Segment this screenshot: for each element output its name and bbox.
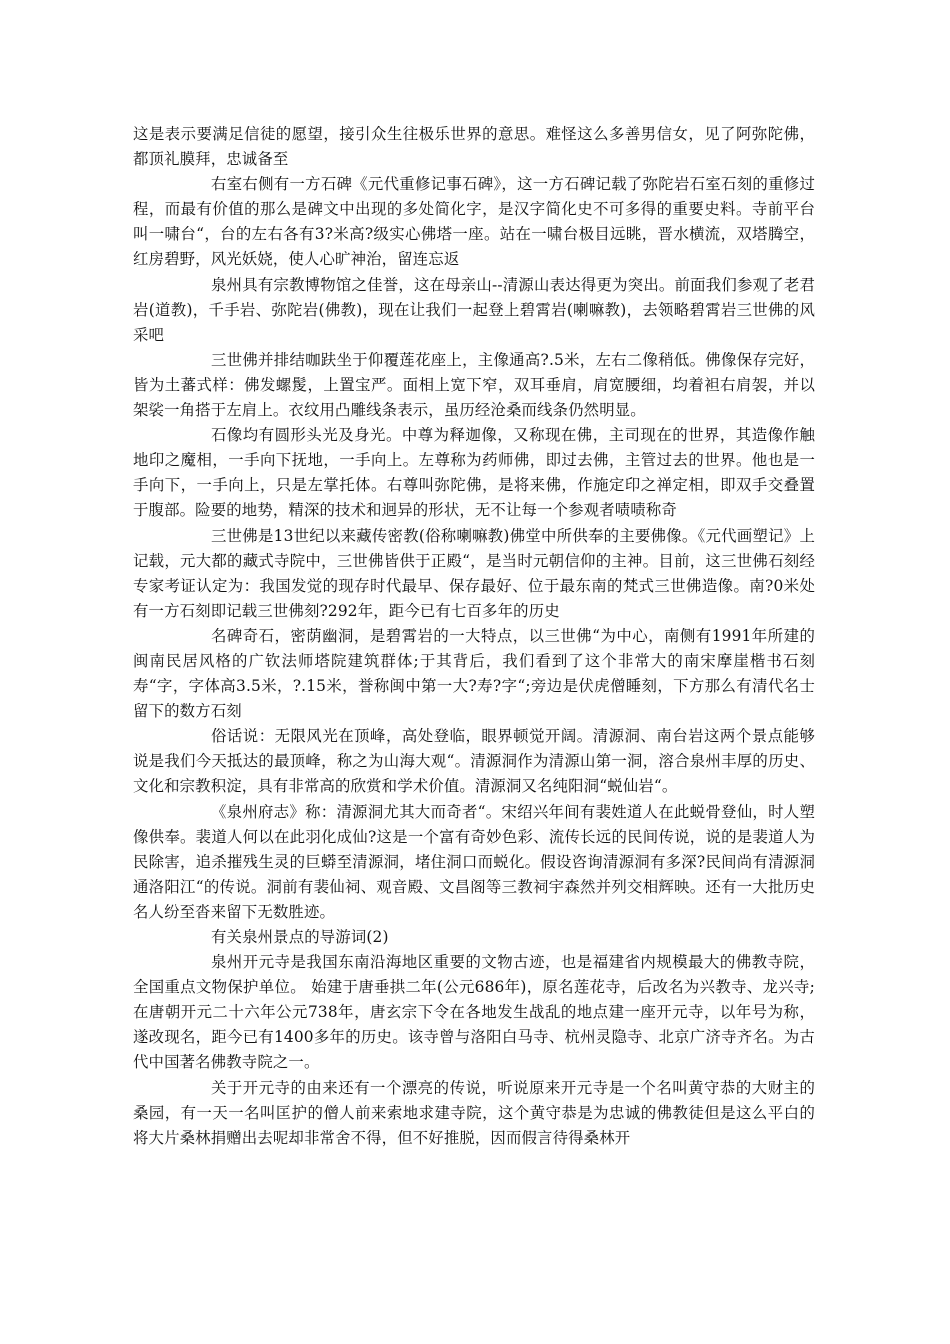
paragraph: 《泉州府志》称：清源洞尤其大而奇者“。宋绍兴年间有裴姓道人在此蜕骨登仙，时人塑像供奉。裴道人何以在此羽化成仙?这是一个富有奇妙色彩、流传长远的民间传说，说的是裴道人为民除害，追杀摧残生灵的巨蟒至清源洞，堵住洞口而蜕化。假设咨询清源洞有多深?民间尚有清源洞通洛阳江“的传说。洞前有裴仙祠、观音殿、文昌阁等三教祠宇森然并列交相辉映。还有一大批历史名人纷至沓来留下无数胜迹。 [133, 802, 815, 921]
section-heading: 有关泉州景点的导游词(2) [211, 928, 389, 946]
paragraph: 三世佛是13世纪以来藏传密教(俗称喇嘛教)佛堂中所供奉的主要佛像。《元代画塑记》上记载，元大都的藏式寺院中，三世佛皆供于正殿“，是当时元朝信仰的主神。目前，这三世佛石刻经专家考证认定为：我国发觉的现存时代最早、保存最好、位于最东南的梵式三世佛造像。南?0米处有一方石刻即记载三世佛刻?292年，距今已有七百多年的历史 [133, 526, 815, 620]
paragraph: 俗话说：无限风光在顶峰，高处登临，眼界顿觉开阔。清源洞、南台岩这两个景点能够说是我们今天抵达的最顶峰，称之为山海大观“。清源洞作为清源山第一洞，溶合泉州丰厚的历史、文化和宗教积淀，具有非常高的欣赏和学术价值。清源洞又名纯阳洞“蜕仙岩“。 [133, 727, 815, 796]
paragraph: 名碑奇石，密荫幽洞，是碧霄岩的一大特点，以三世佛“为中心，南侧有1991年所建的闽南民居风格的广钦法师塔院建筑群体;于其背后，我们看到了这个非常大的南宋摩崖楷书石刻寿“字，字体高3.5米，?.15米，誉称闽中第一大?寿?字“;旁边是伏虎僧睡刻，下方那么有清代名士留下的数方石刻 [133, 626, 815, 721]
paragraph: 石像均有圆形头光及身光。中尊为释迦像，又称现在佛，主司现在的世界，其造像作触地印之魔相，一手向下抚地，一手向上。左尊称为药师佛，即过去佛，主管过去的世界。他也是一手向下，一手向上，只是左掌托体。右尊叫弥陀佛，是将来佛，作施定印之禅定相，即双手交叠置于腹部。险要的地势，精深的技术和迥异的形状，无不让每一个参观者啧啧称奇 [133, 426, 815, 520]
paragraph: 泉州具有宗教博物馆之佳誉，这在母亲山--清源山表达得更为突出。前面我们参观了老君岩(道教)，千手岩、弥陀岩(佛教)，现在让我们一起登上碧霄岩(喇嘛教)，去领略碧霄岩三世佛的风采吧 [133, 275, 815, 344]
paragraph: 右室右侧有一方石碑《元代重修记事石碑》，这一方石碑记载了弥陀岩石室石刻的重修过程，而最有价值的那么是碑文中出现的多处简化字，是汉字简化史不可多得的重要史料。寺前平台叫一啸台“，台的左右各有3?米高?级实心佛塔一座。站在一啸台极目远眺，晋水横流，双塔腾空，红房碧野，风光妖娆，使人心旷神治，留连忘返 [133, 175, 815, 269]
paragraph-continuation: 这是表示要满足信徒的愿望，接引众生往极乐世界的意思。难怪这么多善男信女，见了阿弥陀佛，都顶礼膜拜，忠诚备至 [133, 125, 815, 169]
paragraph: 泉州开元寺是我国东南沿海地区重要的文物古迹，也是福建省内规模最大的佛教寺院，全国重点文物保护单位。 始建于唐垂拱二年(公元686年)，原名莲花寺，后改名为兴教寺、龙兴寺;在唐朝开元二十六年公元738年，唐玄宗下令在各地发生战乱的地点建一座开元寺，以年号为称，遂改现名，距今已有1400多年的历史。该寺曾与洛阳白马寺、杭州灵隐寺、北京广济寺齐名。为古代中国著名佛教寺院之一。 [133, 953, 815, 1072]
paragraph: 三世佛并排结咖趺坐于仰覆莲花座上，主像通高?.5米，左右二像稍低。佛像保存完好，皆为土蕃式样：佛发螺髲，上置宝严。面相上宽下窄，双耳垂肩，肩宽腰细，均着袒右肩袈，并以架裟一角搭于左肩上。衣纹用凸雕线条表示，虽历经沧桑而线条仍然明显。 [133, 350, 815, 420]
paragraph: 关于开元寺的由来还有一个漂亮的传说，听说原来开元寺是一个名叫黄守恭的大财主的桑园，有一天一名叫匡护的僧人前来索地求建寺院，这个黄守恭是为忠诚的佛教徒但是这么平白的将大片桑林捐赠出去呢却非常舍不得，但不好推脱，因而假言待得桑林开 [133, 1078, 815, 1147]
document-body [133, 122, 815, 1151]
